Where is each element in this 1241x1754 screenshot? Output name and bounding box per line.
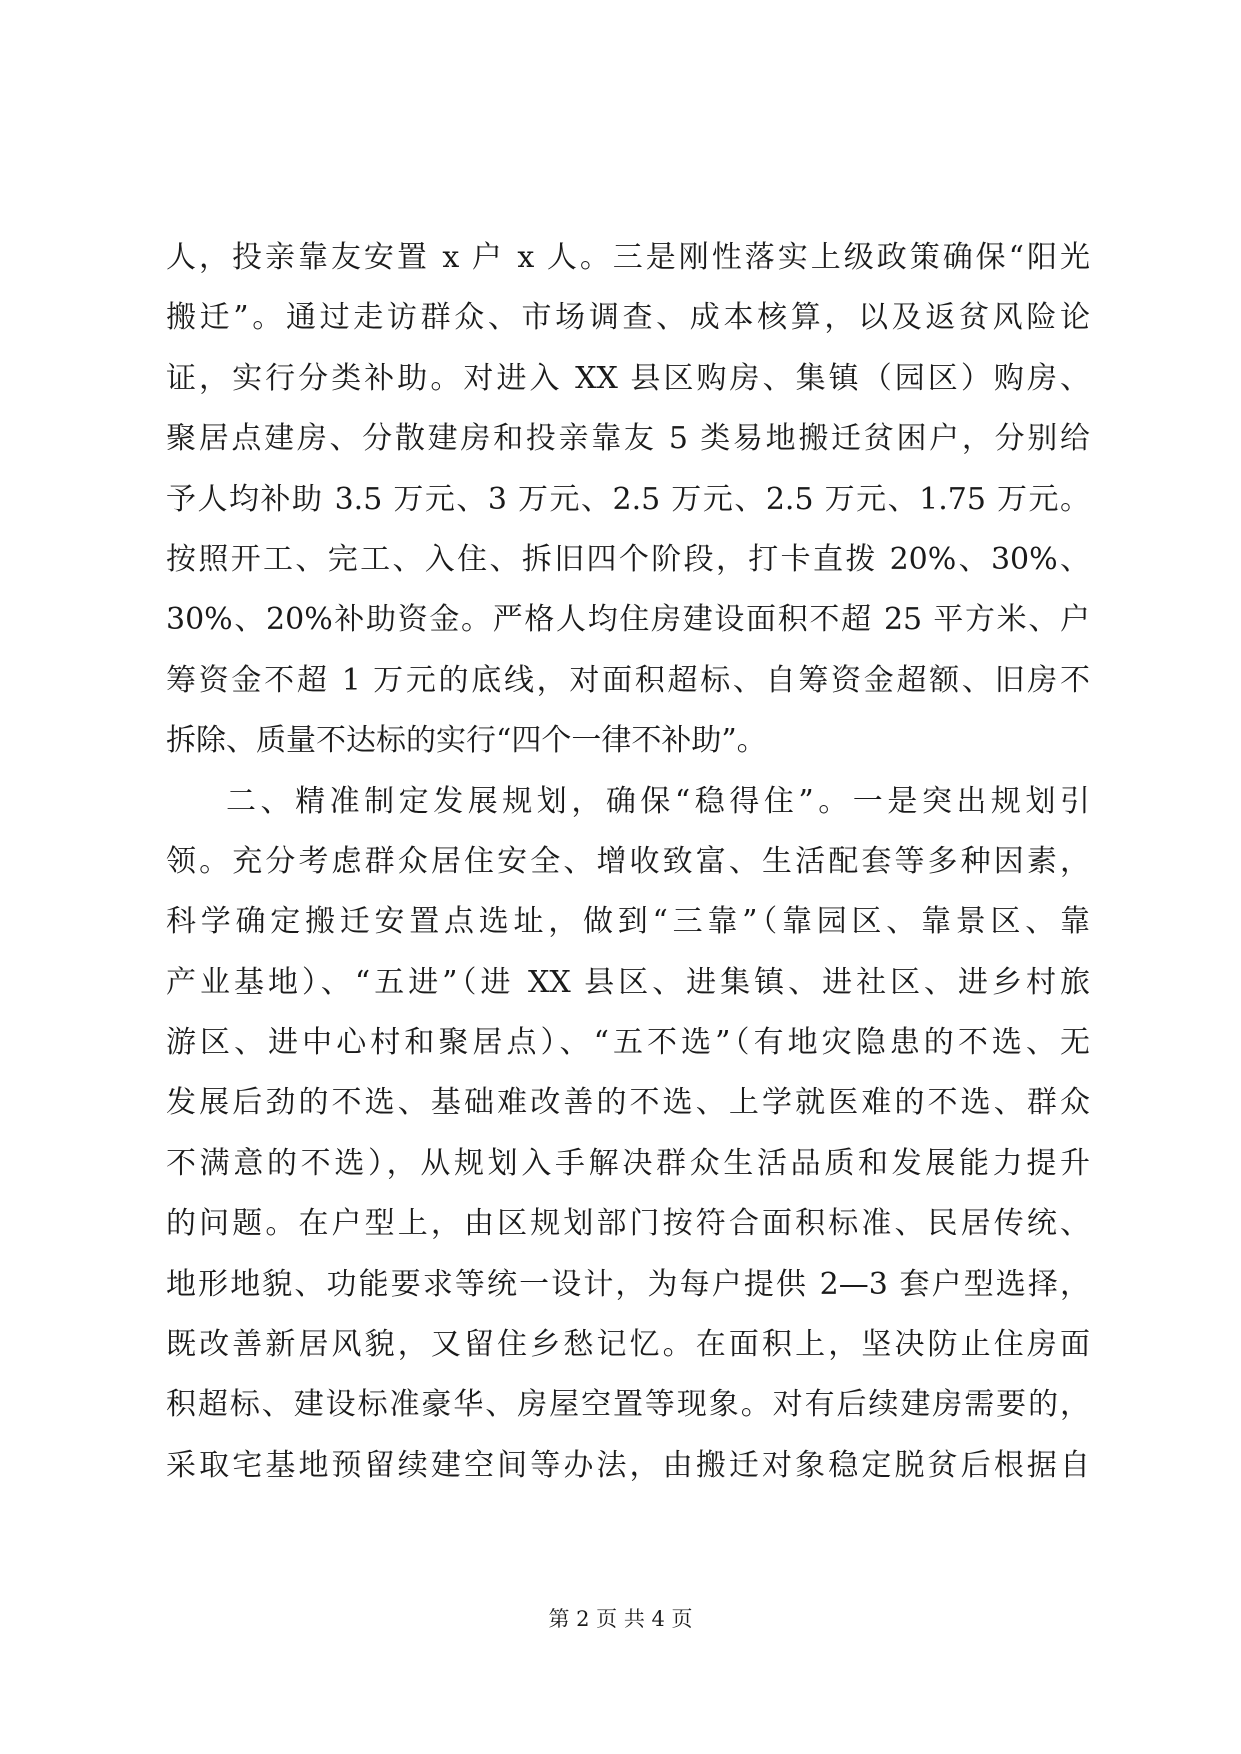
text-line: 按照开工、完工、入住、拆旧四个阶段，打卡直拨 20%、30%、 <box>166 541 1090 577</box>
text-line: 采取宅基地预留续建空间等办法，由搬迁对象稳定脱贫后根据自 <box>166 1447 1090 1483</box>
text-line: 既改善新居风貌，又留住乡愁记忆。在面积上，坚决防止住房面 <box>166 1327 1090 1363</box>
text-line: 不满意的不选），从规划入手解决群众生活品质和发展能力提升 <box>166 1145 1090 1181</box>
text-line: 领。充分考虑群众居住安全、增收致富、生活配套等多种因素， <box>166 843 1090 879</box>
text-line: 积超标、建设标准豪华、房屋空置等现象。对有后续建房需要的， <box>166 1387 1090 1423</box>
text-line: 30%、20%补助资金。严格人均住房建设面积不超 25 平方米、户 <box>166 602 1090 638</box>
text-line: 证，实行分类补助。对进入 XX 县区购房、集镇（园区）购房、 <box>166 360 1090 396</box>
text-line: 拆除、质量不达标的实行“四个一律不补助”。 <box>166 723 767 759</box>
text-line: 筹资金不超 1 万元的底线，对面积超标、自筹资金超额、旧房不 <box>166 662 1090 698</box>
page-footer <box>0 1604 1241 1634</box>
text-line: 的问题。在户型上，由区规划部门按符合面积标准、民居传统、 <box>166 1206 1090 1242</box>
text-line: 发展后劲的不选、基础难改善的不选、上学就医难的不选、群众 <box>166 1085 1090 1121</box>
text-line: 聚居点建房、分散建房和投亲靠友 5 类易地搬迁贫困户，分别给 <box>166 421 1090 457</box>
text-line: 地形地貌、功能要求等统一设计，为每户提供 2—3 套户型选择， <box>166 1266 1090 1302</box>
page-indicator: 第 2 页 共 4 页 <box>548 1607 693 1631</box>
text-line: 人，投亲靠友安置 x 户 x 人。三是刚性落实上级政策确保“阳光 <box>166 240 1090 275</box>
text-line: 产业基地）、“五进”（进 XX 县区、进集镇、进社区、进乡村旅 <box>166 964 1090 1000</box>
text-line: 游区、进中心村和聚居点）、“五不选”（有地灾隐患的不选、无 <box>166 1025 1090 1061</box>
text-line: 予人均补助 3.5 万元、3 万元、2.5 万元、2.5 万元、1.75 万元。 <box>166 481 1090 517</box>
text-line: 科学确定搬迁安置点选址，做到“三靠”（靠园区、靠景区、靠 <box>166 904 1090 940</box>
paragraph-start-line: 二、精准制定发展规划，确保“稳得住”。一是突出规划引 <box>226 783 1090 819</box>
body-text <box>166 228 1090 1496</box>
text-line: 搬迁”。通过走访群众、市场调查、成本核算，以及返贫风险论 <box>166 300 1090 336</box>
